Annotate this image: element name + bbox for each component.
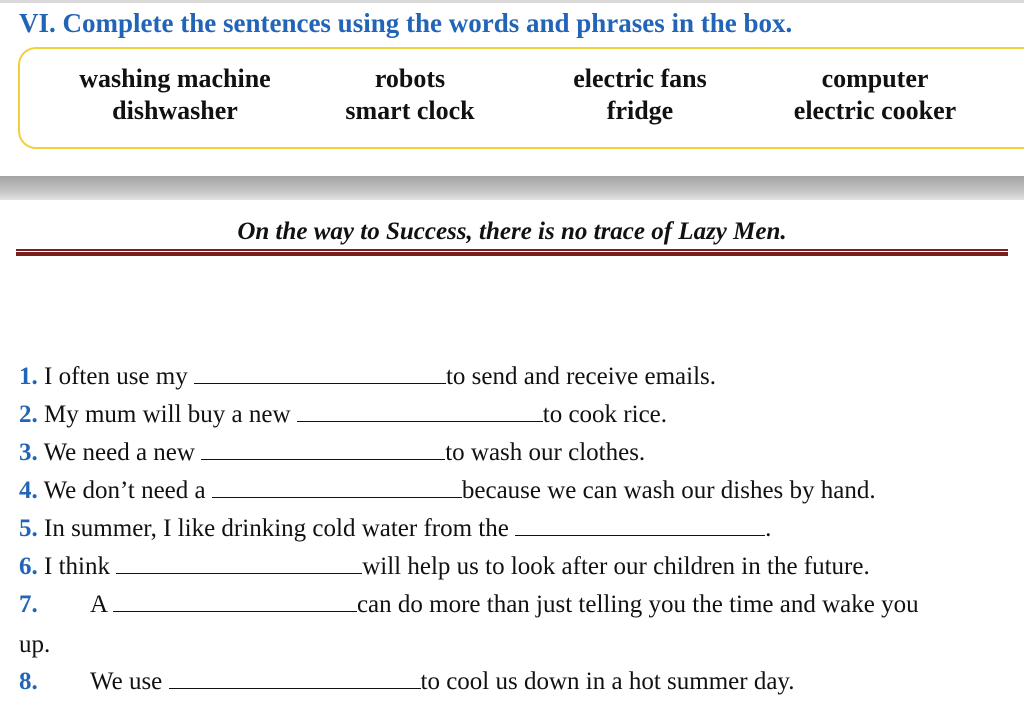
sentence-8 [19,667,795,697]
word-option: computer [821,64,929,93]
sentence-number: 2. [19,401,38,428]
sentence-text: I think [44,553,117,580]
sentence-1 [19,362,716,392]
word-column-3 [560,63,720,127]
word-option: smart clock [345,96,475,125]
sentence-text: can do more than just telling you the time and wake you [356,591,919,618]
sentence-6 [19,552,870,582]
answer-blank[interactable] [113,591,357,612]
sentence-number: 4. [19,477,38,504]
word-option: dishwasher [112,96,238,125]
word-column-1 [70,63,280,127]
sentence-number: 1. [19,363,38,390]
sentence-text: because we can wash our dishes by hand. [461,477,876,504]
sentence-7 [19,590,1005,620]
answer-blank[interactable] [201,439,445,460]
sentence-text: to wash our clothes. [445,439,646,466]
sentence-text: will help us to look after our children in the future. [362,553,870,580]
answer-blank[interactable] [212,477,462,498]
sentence-text: We don’t need a [43,477,212,504]
sentence-text: We need a new [43,439,202,466]
sentence-number: 3. [19,439,38,466]
word-column-2 [325,63,495,127]
motto-underline [16,249,1008,256]
word-option: robots [374,64,446,93]
sentence-4 [19,476,876,506]
sentence-text: to cool us down in a hot summer day. [420,668,795,695]
sentence-number: 5. [19,515,38,542]
answer-blank[interactable] [515,515,765,536]
word-option: fridge [606,96,674,125]
sentence-3 [19,438,645,468]
sentence-text: We use [90,668,169,695]
answer-blank[interactable] [194,363,446,384]
page-separator-band [0,176,1024,200]
sentence-text: to cook rice. [542,401,668,428]
exercise-heading: VI. Complete the sentences using the words and phrases in the box. [19,8,793,38]
sentence-text: In summer, I like drinking cold water from the [44,515,516,542]
motto-text: On the way to Success, there is no trace of Lazy Men. [237,218,787,245]
word-option: washing machine [79,64,271,93]
sentence-text: My mum will buy a new [44,401,297,428]
sentence-number: 6. [19,553,38,580]
answer-blank[interactable] [169,668,421,689]
word-option: electric cooker [793,96,957,125]
sentence-2 [19,400,667,430]
word-option: electric fans [573,64,707,93]
sentence-text: to send and receive emails. [445,363,717,390]
word-column-4 [780,63,970,127]
sentence-number: 8. [19,668,38,695]
top-divider [0,0,1024,3]
sentence-text: A [90,591,107,618]
word-box [18,47,1024,149]
answer-blank[interactable] [116,553,362,574]
sentence-7-continuation: up. [19,631,51,658]
sentence-text: I often use my [44,363,194,390]
sentence-text: . [765,515,772,542]
sentence-number: 7. [19,591,38,618]
sentence-5 [19,514,771,544]
answer-blank[interactable] [297,401,543,422]
